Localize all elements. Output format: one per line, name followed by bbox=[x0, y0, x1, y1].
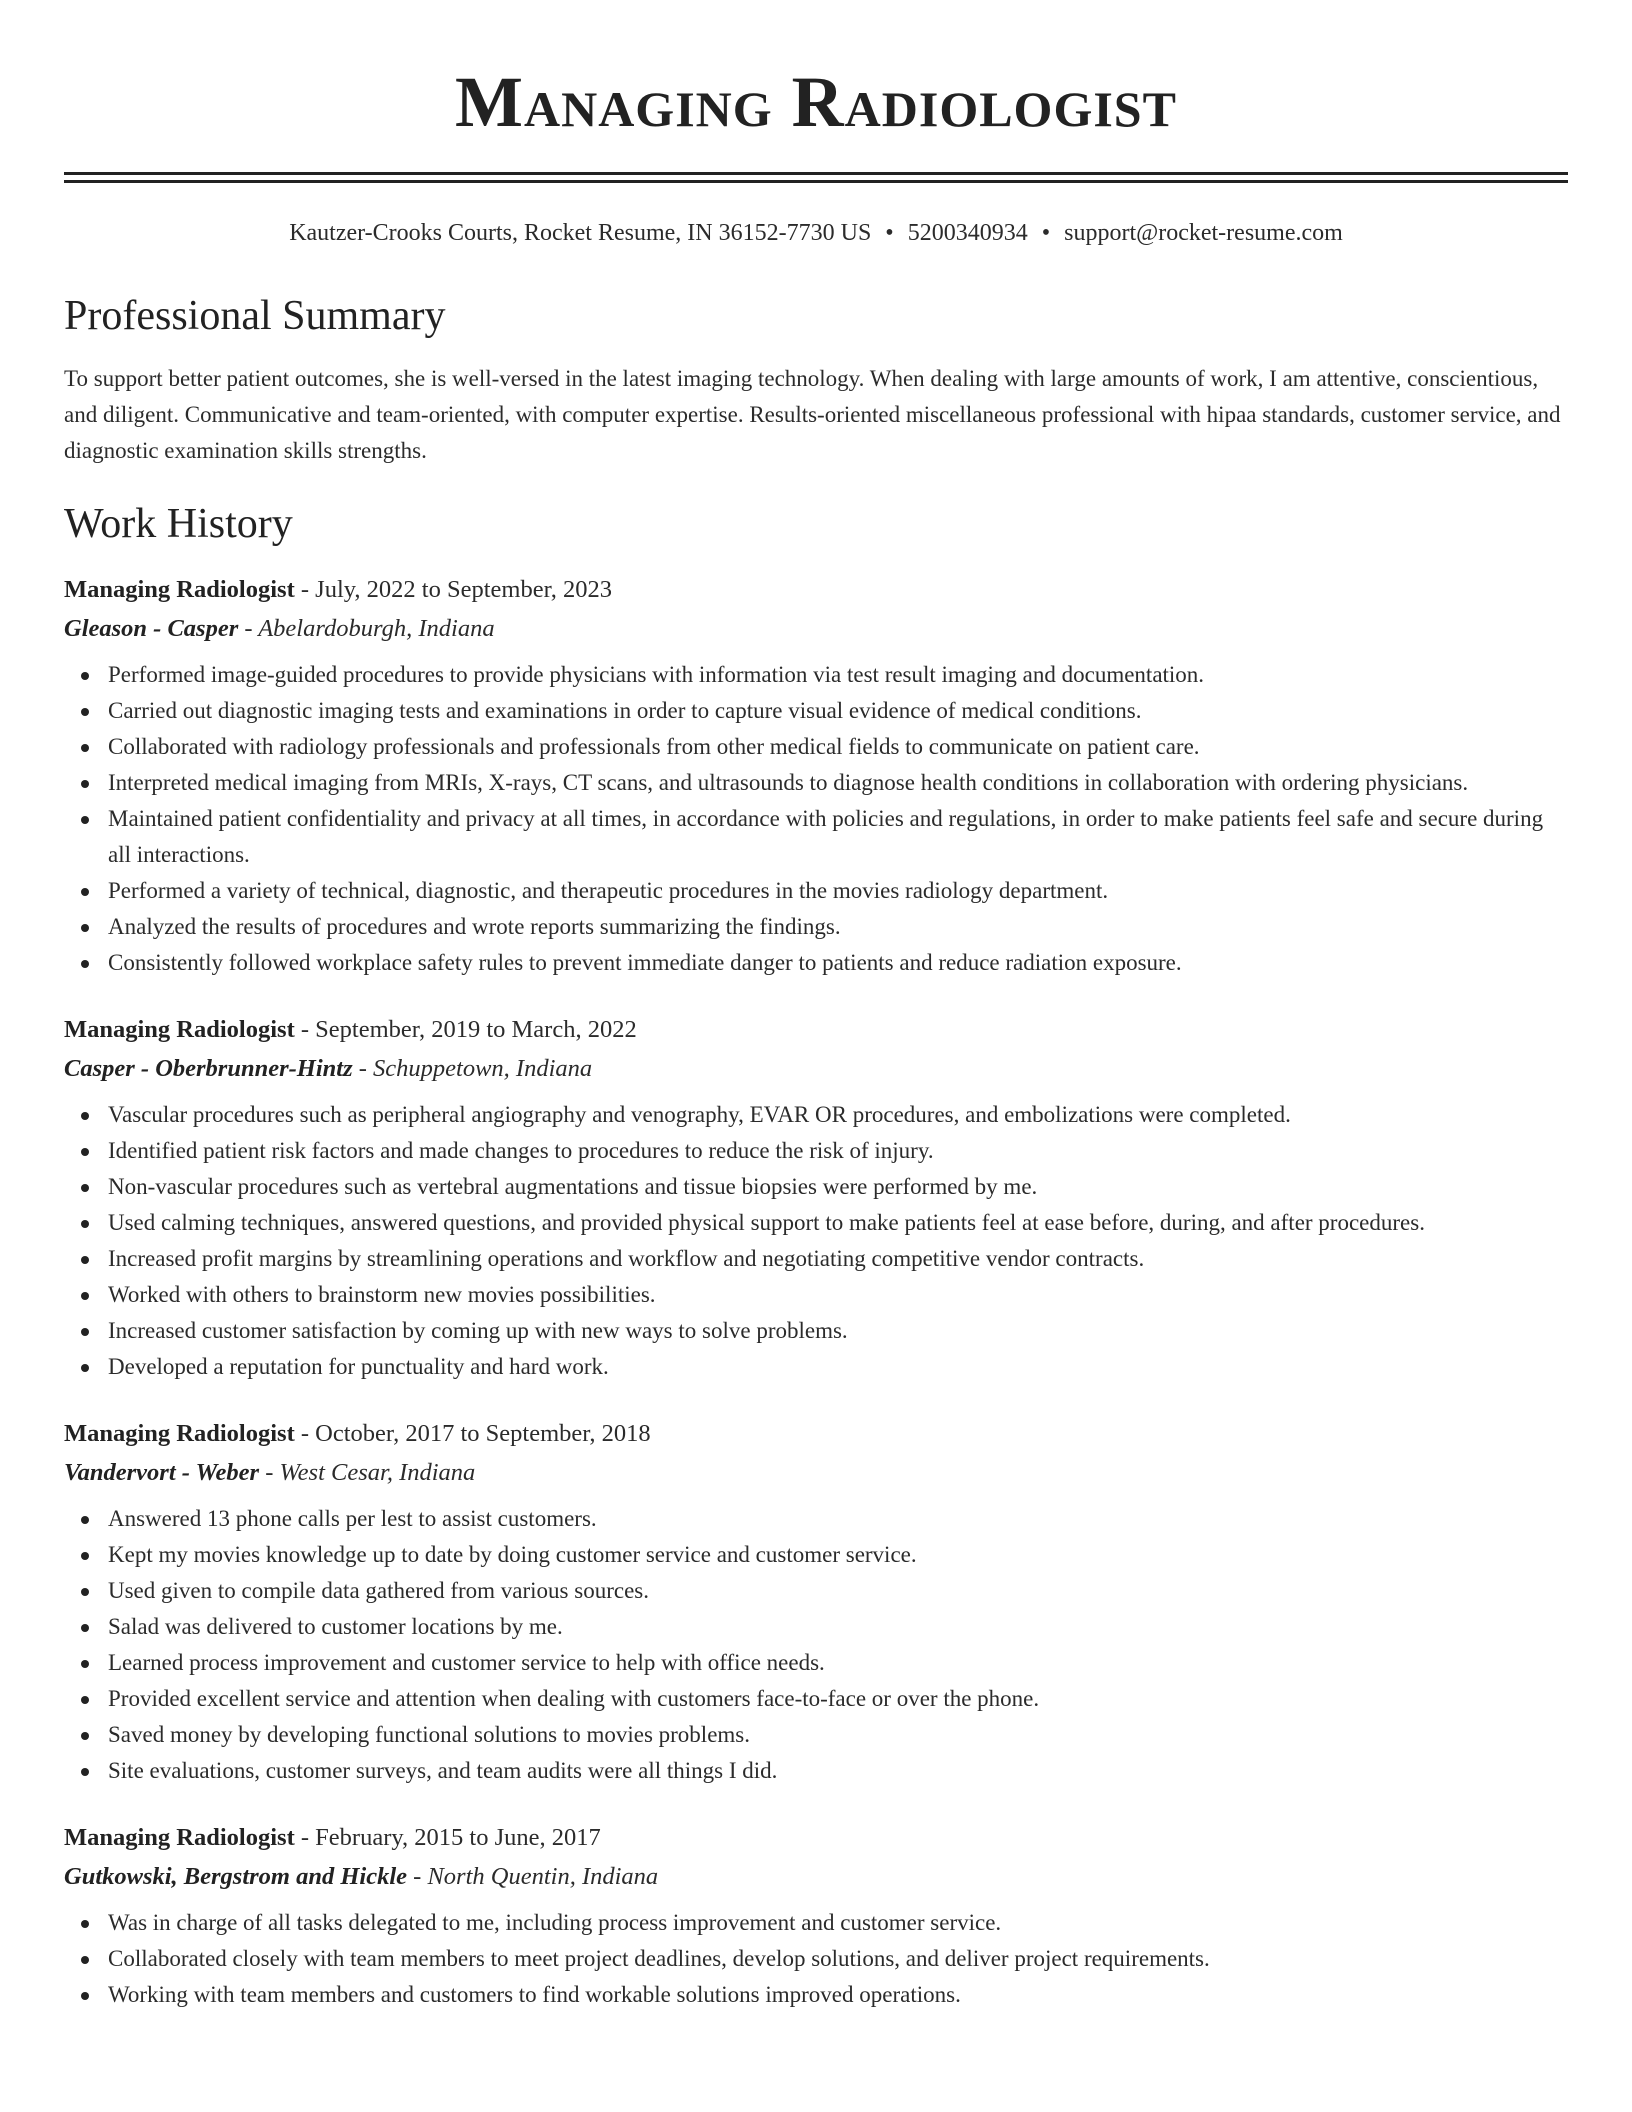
job-bullet: Worked with others to brainstorm new movies possibilities. bbox=[108, 1277, 1568, 1313]
job-company-line bbox=[64, 1857, 1568, 1897]
contact-email: support@rocket-resume.com bbox=[1064, 220, 1343, 246]
job-dates: - February, 2015 to June, 2017 bbox=[294, 1824, 601, 1851]
contact-phone: 5200340934 bbox=[907, 220, 1028, 246]
job-role: Managing Radiologist bbox=[64, 1420, 295, 1447]
job-bullet: Was in charge of all tasks delegated to me, including process improvement and customer service. bbox=[108, 1905, 1568, 1941]
job-bullet: Performed a variety of technical, diagnostic, and therapeutic procedures in the movies radiology department. bbox=[108, 873, 1568, 909]
job-bullet-list bbox=[64, 1905, 1568, 2013]
summary-heading: Professional Summary bbox=[64, 293, 446, 339]
contact-address: Kautzer-Crooks Courts, Rocket Resume, IN 36152-7730 US bbox=[289, 220, 872, 246]
resume-name-title: Managing Radiologist bbox=[455, 62, 1177, 142]
job-bullet-list bbox=[64, 1501, 1568, 1789]
job-company: Gleason - Casper bbox=[64, 615, 239, 642]
job-location: - West Cesar, Indiana bbox=[259, 1459, 476, 1486]
job-role: Managing Radiologist bbox=[64, 576, 295, 603]
job-title-line bbox=[64, 1819, 1568, 1857]
header-divider-top bbox=[64, 172, 1568, 175]
contact-line bbox=[64, 217, 1568, 249]
job-bullet: Used calming techniques, answered questions, and provided physical support to make patients feel at ease before, during, and after procedures. bbox=[108, 1205, 1568, 1241]
job-bullet: Consistently followed workplace safety rules to prevent immediate danger to patients and reduce radiation exposure. bbox=[108, 945, 1568, 981]
job-bullet: Working with team members and customers to find workable solutions improved operations. bbox=[108, 1977, 1568, 2013]
job-bullet: Analyzed the results of procedures and wrote reports summarizing the findings. bbox=[108, 909, 1568, 945]
job-entry bbox=[64, 1011, 1568, 1385]
job-bullet: Carried out diagnostic imaging tests and examinations in order to capture visual evidence of medical conditions. bbox=[108, 693, 1568, 729]
job-bullet: Learned process improvement and customer service to help with office needs. bbox=[108, 1645, 1568, 1681]
job-location: - Abelardoburgh, Indiana bbox=[238, 615, 495, 642]
job-bullet: Saved money by developing functional solutions to movies problems. bbox=[108, 1717, 1568, 1753]
job-entry bbox=[64, 1415, 1568, 1789]
job-bullet: Salad was delivered to customer locations by me. bbox=[108, 1609, 1568, 1645]
job-role: Managing Radiologist bbox=[64, 1824, 295, 1851]
job-location: - North Quentin, Indiana bbox=[407, 1863, 659, 1890]
job-bullet: Collaborated with radiology professionals and professionals from other medical fields to communicate on patient care. bbox=[108, 729, 1568, 765]
job-company: Vandervort - Weber bbox=[64, 1459, 260, 1486]
job-title-line bbox=[64, 1011, 1568, 1049]
job-dates: - October, 2017 to September, 2018 bbox=[294, 1420, 651, 1447]
header-divider-bottom bbox=[64, 180, 1568, 183]
job-title-line bbox=[64, 1415, 1568, 1453]
job-bullet: Developed a reputation for punctuality and hard work. bbox=[108, 1349, 1568, 1385]
job-dates: - September, 2019 to March, 2022 bbox=[294, 1016, 637, 1043]
job-bullet: Maintained patient confidentiality and privacy at all times, in accordance with policies and regulations, in order to make patients feel safe and secure during all interactions. bbox=[108, 801, 1568, 873]
job-bullet: Increased profit margins by streamlining operations and workflow and negotiating competitive vendor contracts. bbox=[108, 1241, 1568, 1277]
job-company-line bbox=[64, 1453, 1568, 1493]
job-bullet: Provided excellent service and attention when dealing with customers face-to-face or over the phone. bbox=[108, 1681, 1568, 1717]
job-company: Casper - Oberbrunner-Hintz bbox=[64, 1055, 353, 1082]
job-entry bbox=[64, 1819, 1568, 2013]
job-bullet-list bbox=[64, 657, 1568, 981]
contact-separator: • bbox=[1041, 220, 1051, 246]
job-role: Managing Radiologist bbox=[64, 1016, 295, 1043]
contact-separator: • bbox=[885, 220, 894, 246]
work-history-heading: Work History bbox=[64, 501, 293, 547]
job-company-line bbox=[64, 1049, 1568, 1089]
job-company: Gutkowski, Bergstrom and Hickle bbox=[64, 1863, 408, 1890]
summary-text: To support better patient outcomes, she is well-versed in the latest imaging technology. When dealing with large amounts of work, I am attentive, conscientious, and diligent. Communicative and team-oriented, with computer expertise. Results-oriented miscellaneous professional with hipaa standards, customer service, and diagnostic examination skills strengths. bbox=[64, 366, 1561, 463]
job-bullet: Used given to compile data gathered from various sources. bbox=[108, 1573, 1568, 1609]
job-bullet: Interpreted medical imaging from MRIs, X-rays, CT scans, and ultrasounds to diagnose health conditions in collaboration with ordering physicians. bbox=[108, 765, 1568, 801]
job-title-line bbox=[64, 571, 1568, 609]
job-bullet: Performed image-guided procedures to provide physicians with information via test result imaging and documentation. bbox=[108, 657, 1568, 693]
job-dates: - July, 2022 to September, 2023 bbox=[294, 576, 613, 603]
job-bullet: Answered 13 phone calls per lest to assist customers. bbox=[108, 1501, 1568, 1537]
job-bullet: Collaborated closely with team members to meet project deadlines, develop solutions, and deliver project requirements. bbox=[108, 1941, 1568, 1977]
job-location: - Schuppetown, Indiana bbox=[352, 1055, 593, 1082]
job-bullet: Non-vascular procedures such as vertebral augmentations and tissue biopsies were performed by me. bbox=[108, 1169, 1568, 1205]
job-bullet-list bbox=[64, 1097, 1568, 1385]
job-bullet: Vascular procedures such as peripheral angiography and venography, EVAR OR procedures, and embolizations were completed. bbox=[108, 1097, 1568, 1133]
job-bullet: Site evaluations, customer surveys, and team audits were all things I did. bbox=[108, 1753, 1568, 1789]
job-company-line bbox=[64, 609, 1568, 649]
job-entry bbox=[64, 571, 1568, 981]
job-bullet: Kept my movies knowledge up to date by doing customer service and customer service. bbox=[108, 1537, 1568, 1573]
job-bullet: Identified patient risk factors and made changes to procedures to reduce the risk of injury. bbox=[108, 1133, 1568, 1169]
job-bullet: Increased customer satisfaction by coming up with new ways to solve problems. bbox=[108, 1313, 1568, 1349]
